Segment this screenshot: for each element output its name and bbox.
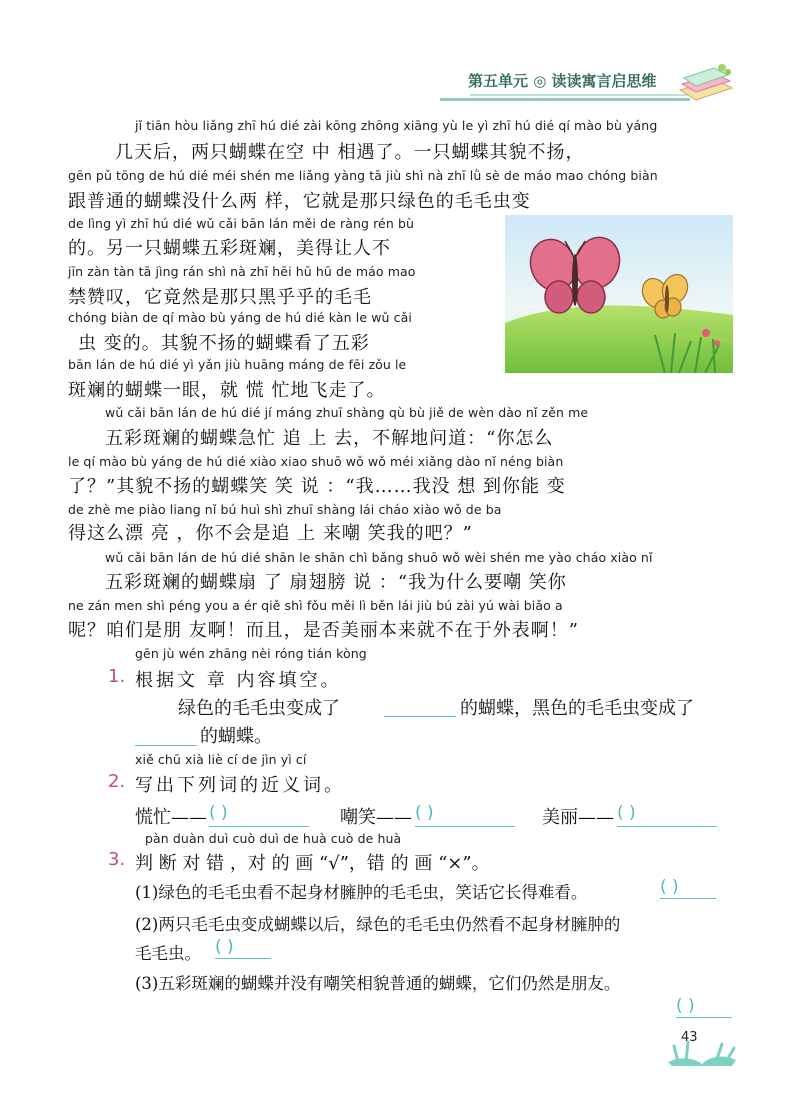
pinyin-line: jǐ tiān hòu liǎng zhī hú dié zài kōng zhōng xiāng yù le yì zhī hú dié qí mào bù yáng xyxy=(135,118,658,133)
q3-statement-1: (1)绿色的毛毛虫看不起身材臃肿的毛毛虫，笑话它长得难看。 xyxy=(135,883,588,902)
pinyin-line: wǔ cǎi bān lán de hú dié shān le shān chì bǎng shuō wǒ wèi shén me yào cháo xiào nǐ xyxy=(105,550,653,565)
q1-line1-a: 绿色的毛毛虫变成了 xyxy=(178,698,340,719)
q2-word-2: 嘲笑—— xyxy=(340,807,412,828)
q2-pinyin: xiě chū xià liè cí de jìn yì cí xyxy=(135,752,307,767)
q3-statement-2a: (2)两只毛毛虫变成蝴蝶以后，绿色的毛毛虫仍然看不起身材臃肿的 xyxy=(135,915,621,934)
q2-answer-3[interactable]: ( ) xyxy=(617,803,636,823)
pinyin-line: wǔ cǎi bān lán de hú dié jí máng zhuī shàng qù bù jiě de wèn dào nǐ zěn me xyxy=(105,405,589,420)
story-line: 了？”其貌不扬的蝴蝶笑 笑 说 ：“我……我没 想 到你能 变 xyxy=(68,476,566,497)
pinyin-line: jīn zàn tàn tā jìng rán shì nà zhī hēi hū hū de máo mao xyxy=(68,264,416,279)
header-underline xyxy=(440,98,690,101)
q2-word-1: 慌忙—— xyxy=(135,807,207,828)
story-line: 得这么漂 亮 ，你不会是追 上 来嘲 笑我的吧？” xyxy=(68,523,473,544)
q3-answer-line-2 xyxy=(215,958,271,959)
pinyin-line: ne zán men shì péng you a ér qiě shì fǒu měi lì běn lái jiù bú zài yú wài biǎo a xyxy=(68,598,563,613)
story-line: 跟普通的蝴蝶没什么两 样，它就是那只绿色的毛毛虫变 xyxy=(68,191,531,212)
q1-blank-1[interactable] xyxy=(384,716,456,717)
q3-answer-3[interactable]: ( ) xyxy=(676,996,695,1016)
q1-line2: 的蝴蝶。 xyxy=(200,726,272,747)
q3-answer-2[interactable]: ( ) xyxy=(215,937,234,957)
page-number: 43 xyxy=(681,1030,698,1045)
book-stack-icon xyxy=(676,58,736,106)
story-line: 斑斓的蝴蝶一眼，就 慌 忙地飞走了。 xyxy=(68,380,386,401)
q1-number: 1. xyxy=(108,666,126,687)
grass-splash-icon xyxy=(664,1034,740,1068)
q3-number: 3. xyxy=(108,849,126,870)
q2-text: 写出下列词的近义词。 xyxy=(135,775,345,796)
q3-answer-line-3 xyxy=(676,1017,732,1018)
q2-word-3: 美丽—— xyxy=(542,807,614,828)
q3-pinyin: pàn duàn duì cuò duì de huà cuò de huà xyxy=(145,831,402,846)
q1-blank-2[interactable] xyxy=(135,745,197,746)
pinyin-line: chóng biàn de qí mào bù yáng de hú dié kàn le wǔ cǎi xyxy=(68,310,412,325)
story-line: 五彩斑斓的蝴蝶扇 了 扇翅膀 说 ：“我为什么要嘲 笑你 xyxy=(105,572,567,593)
pinyin-line: le qí mào bù yáng de hú dié xiào xiao shuō wǒ wǒ méi xiǎng dào nǐ néng biàn xyxy=(68,454,564,469)
pinyin-line: bān lán de hú dié yì yǎn jiù huāng máng de fēi zǒu le xyxy=(68,357,407,372)
story-line: 禁赞叹，它竟然是那只黑乎乎的毛毛 xyxy=(68,287,372,308)
q2-answer-2[interactable]: ( ) xyxy=(415,803,434,823)
q2-answer-line-2 xyxy=(415,826,515,827)
q1-text: 根据文 章 内容填空。 xyxy=(135,670,342,691)
story-line: 五彩斑斓的蝴蝶急忙 追 上 去，不解地问道：“你怎么 xyxy=(105,428,554,449)
story-line: 虫 变的。其貌不扬的蝴蝶看了五彩 xyxy=(78,333,370,354)
pinyin-line: gēn pǔ tōng de hú dié méi shén me liǎng yàng tā jiù shì nà zhī lǜ sè de máo mao chóng biàn xyxy=(68,168,658,183)
q2-answer-1[interactable]: ( ) xyxy=(209,803,228,823)
q3-statement-3: (3)五彩斑斓的蝴蝶并没有嘲笑相貌普通的蝴蝶，它们仍然是朋友。 xyxy=(135,974,621,993)
q2-answer-line-1 xyxy=(209,826,309,827)
q3-answer-line-1 xyxy=(660,898,716,899)
unit-title: 第五单元 ◎ 读读寓言启思维 xyxy=(468,72,657,90)
q2-number: 2. xyxy=(108,771,126,792)
q1-line1-b: 的蝴蝶，黑色的毛毛虫变成了 xyxy=(460,698,694,719)
story-line: 呢？咱们是朋 友啊！而且，是否美丽本来就不在于外表啊！” xyxy=(68,620,579,641)
q3-answer-1[interactable]: ( ) xyxy=(660,877,679,897)
q1-pinyin: gēn jù wén zhāng nèi róng tián kòng xyxy=(135,646,367,661)
q2-answer-line-3 xyxy=(617,826,717,827)
pinyin-line: de lìng yì zhī hú dié wǔ cǎi bān lán měi de ràng rén bù xyxy=(68,216,415,231)
story-line: 几天后，两只蝴蝶在空 中 相遇了。一只蝴蝶其貌不扬， xyxy=(115,142,585,163)
q3-statement-2b: 毛毛虫。 xyxy=(135,944,201,963)
pinyin-line: de zhè me piào liang nǐ bú huì shì zhuī shàng lái cháo xiào wǒ de ba xyxy=(68,502,502,517)
q3-text: 判 断 对 错 ，对 的 画 “√”，错 的 画 “×”。 xyxy=(135,853,490,874)
butterflies-illustration xyxy=(505,215,733,373)
story-line: 的。另一只蝴蝶五彩斑斓，美得让人不 xyxy=(68,238,391,259)
